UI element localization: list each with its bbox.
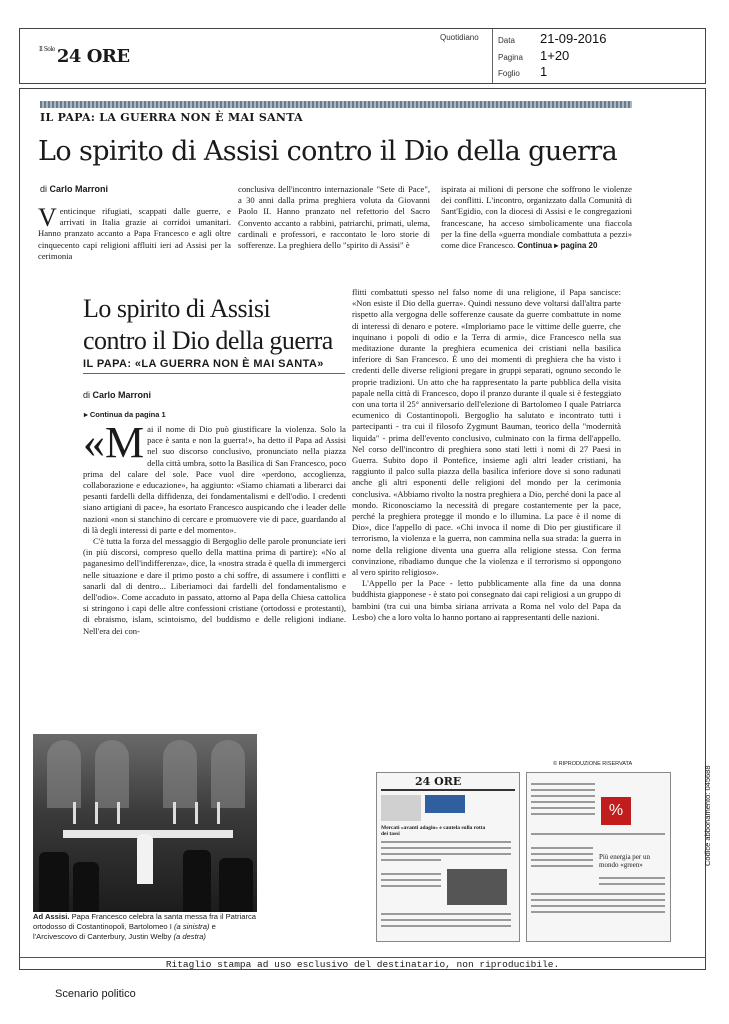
byline-prefix: di xyxy=(40,184,48,194)
thumb-text-line xyxy=(381,873,441,875)
percent-icon: % xyxy=(601,797,631,825)
thumb-logo: 24 ORE xyxy=(415,775,462,788)
front-headline: Lo spirito di Assisi contro il Dio della guerra xyxy=(38,136,618,167)
front-col3-text: ispirata ai milioni di persone che soffrono le violenze dei conflitti. L'incontro, organizzato dalla Comunità di Sant'Egidio, con la diocesi di Assisi e le congregazioni francescane, ha acceso simbolicamente una fiaccola per la fine della «guerra mondiale combattuta a pezzi» come dice Francesco. xyxy=(441,184,632,251)
inside-subhead: IL PAPA: «LA GUERRA NON È MAI SANTA» xyxy=(83,358,345,374)
thumb-text-line xyxy=(531,783,595,785)
thumb-text-line xyxy=(381,853,511,855)
header-divider xyxy=(492,29,493,83)
page-label: Pagina xyxy=(498,53,523,62)
thumb-text-line xyxy=(381,919,511,921)
front-column-3 xyxy=(441,184,632,251)
thumb-text-line xyxy=(531,853,593,855)
photo-candle xyxy=(95,802,98,824)
photo-figure xyxy=(39,852,69,912)
inside-page-thumbnail[interactable] xyxy=(526,772,671,942)
assisi-photo xyxy=(33,734,257,912)
inside-byline-prefix: di xyxy=(83,390,91,400)
inside-byline xyxy=(83,390,151,400)
inside-col2-para1: flitti combattuti spesso nel falso nome di una religione, il Papa sancisce: «Non esiste il Dio della guerra». Quindi nessuno deve voltarsi dall'altra parte rispetto alla vergogna delle sofferenze causate da guerre combattute in nome di interessi di denaro e potere. «Imploriamo pace le vittime delle guerre, che inquinano i popoli di odio e la Terra di armi», dice Francesco nella sua meditazione durante la preghiera ecumenica dei cristiani nella basilica inferiore di San Francesco. È uno dei momenti di preghiera che ha visto i credenti delle diverse religioni pregare in gruppi separati, ognuno secondo le proprie tradizioni. Un atto che ha rappresentato la parte pubblica della visita papale nella città di Francesco, dopo il pranzo durante il quale si è festeggiato con una torta il 25° anniversario dell'elezione di Bartolomeo I quale Patriarca ecumenico di Costantinopoli. Bergoglio ha salutato e incontrato tutti i partecipanti - tra cui il filosofo Zygmunt Bauman, teorico della "modernità liquida" - prima dell'evento conclusivo, culminato con la firma dell'appello. Nel corso dell'incontro di preghiera sono stati letti i nomi di 27 Paesi in Guerra. Subito dopo il Pontefice, insieme agli altri leader cristiani, ha raggiunto il palco sulla piazza della basilica inferiore dove si sono radunati anche gli altri esponenti delle religioni del mondo per la cerimonia conclusiva. «Abbiamo rivolto la nostra preghiera a Dio, perché doni la pace al mondo. Riconosciamo la necessità di pregare costantemente per la pace, perché la preghiera protegge il mondo e lo illumina. La pace è il nome di Dio», dice l'appello di pace. «Chi invoca il nome di Dio per giustificare il terrorismo, la violenza e la guerra, non cammina nella sua strada: la guerra in nome della religione diventa una guerra alla religione stessa. Con ferma convinzione, ribadiamo dunque che la violenza e il terrorismo si oppongono al vero spirito religioso». xyxy=(352,287,621,578)
caption-mid: e l'Arcivescovo di Canterbury, Justin Welby xyxy=(33,922,216,941)
front-page-thumbnail[interactable] xyxy=(376,772,520,942)
front-byline xyxy=(40,184,108,194)
thumb-text-line xyxy=(381,925,511,927)
photo-arch xyxy=(163,740,197,808)
inside-column-2 xyxy=(352,287,621,623)
photo-candle xyxy=(73,802,76,824)
newspaper-logo xyxy=(39,46,130,67)
thumb-text-line xyxy=(381,847,511,849)
thumb-text-line xyxy=(531,847,593,849)
caption-text: Papa Francesco celebra la santa messa fra il Patriarca ortodosso di Costantinopoli, Bartolomeo I xyxy=(33,912,257,931)
thumb-image xyxy=(381,795,421,821)
photo-caption xyxy=(33,912,257,942)
photo-candle xyxy=(173,802,176,824)
photo-arch xyxy=(47,740,81,808)
byline-author: Carlo Marroni xyxy=(49,184,109,194)
subscription-code xyxy=(703,765,712,866)
thumb-text-line xyxy=(381,913,511,915)
sheet-value: 1 xyxy=(540,64,548,79)
thumb-text-line xyxy=(531,795,595,797)
logo-prefix: Il Sole xyxy=(39,46,55,53)
photo-arch xyxy=(211,740,245,808)
thumb-rule xyxy=(381,789,515,791)
photo-pope-figure xyxy=(137,834,153,884)
caption-right-note: (a destra) xyxy=(173,932,206,941)
reproduction-notice: Ritaglio stampa ad uso esclusivo del destinatario, non riproducibile. xyxy=(19,957,706,971)
inside-byline-author: Carlo Marroni xyxy=(92,390,152,400)
inside-dropcap: «M xyxy=(83,418,145,467)
photo-figure xyxy=(183,850,211,912)
thumb-image xyxy=(447,869,507,905)
front-col1-text: enticinque rifugiati, scappati dalle guerre, e arrivati in Italia grazie ai corridoi umanitari. Hanno pranzato accanto a Papa Francesco e agli oltre cinquecento capi religioni affluiti ieri ad Assisi per la cerimonia xyxy=(38,206,231,261)
caption-bold: Ad Assisi. xyxy=(33,912,70,921)
thumb-inside-headline: Più energia per un mondo «green» xyxy=(599,853,650,869)
front-kicker: IL PAPA: LA GUERRA NON È MAI SANTA xyxy=(40,111,304,124)
section-label: Scenario politico xyxy=(55,988,136,1000)
inside-column-1 xyxy=(83,418,346,637)
photo-candle xyxy=(217,802,220,824)
thumb-text-line xyxy=(531,893,665,895)
inside-headline-line1: Lo spirito di Assisi xyxy=(83,294,271,323)
thumb-text-line xyxy=(531,899,665,901)
front-continue-link[interactable]: Continua ▸ pagina 20 xyxy=(517,241,598,251)
thumb-text-line xyxy=(599,877,665,879)
thumb-text-line xyxy=(531,813,595,815)
kicker-stripe xyxy=(40,101,632,108)
photo-figure xyxy=(73,862,99,912)
thumb-image xyxy=(425,795,465,813)
page-value: 1+20 xyxy=(540,48,570,63)
thumb-text-line xyxy=(381,885,441,887)
inside-headline-line2: contro il Dio della guerra xyxy=(83,326,333,355)
codice-label: Codice abbonamento: xyxy=(703,792,712,866)
photo-candle xyxy=(195,802,198,824)
thumb-text-line xyxy=(531,807,595,809)
date-label: Data xyxy=(498,36,515,45)
photo-figure xyxy=(219,858,253,912)
thumb-text-line xyxy=(531,859,593,861)
thumb-text-line xyxy=(531,833,665,835)
sheet-label: Foglio xyxy=(498,69,520,78)
inside-para2: C'è tutta la forza del messaggio di Bergoglio delle parole pronunciate ieri (in più discorsi, compreso quello della mattina prima di partire): «No al paganesimo dell'indifferenza», dice, la «nostra strada è quella di immergerci nelle situazione e dare il primo posto a chi soffre, di assumere i conflitti e sanarli dal di dentro... Liberiamoci dai fardelli del fondamentalismo e dell'odio». Come accaduto in passato, attorno al Papa della Chiesa cattolica si stringono i capi delle altre confessioni cristiane (ortodossi e protestanti), di ebraismo, islam, scintoismo, del buddismo e delle religioni indiane. Nell'era dei con- xyxy=(83,536,346,636)
front-col2-text: conclusiva dell'incontro internazionale "Sete di Pace", a 30 anni dalla prima preghiera voluta da Giovanni Paolo II. Hanno pranzato nel refettorio del Sacro Convento accanto a rabbini, patriarchi, primati, ulema, cardinali e professori, e raccontato le loro storie di sofferenze. La preghiera dello "spirito di Assisi" è xyxy=(238,184,430,251)
thumb-text-line xyxy=(599,883,665,885)
inside-para1: ai il nome di Dio può giustificare la violenza. Solo la pace è santa e non la guerra!», ha detto il Papa ad Assisi nel suo discorso conclusivo, pronunciato nella piazza della città umbra, sotto la Basilica di San Francesco, poco prima del calare del sole. Pace vuol dire «perdono, accoglienza, collaborazione e educazione», ha aggiunto: «Siamo chiamati a liberarci dai pesanti fardelli della diffidenza, dei fondamentalismi e dell'odio. I credenti siano artigiani di pace», ha esortato Francesco auspicando che i leader delle nazioni «non si stanchino di cercare e promuovere vie di pace, guardando al di là degli interessi di parte e del momento». xyxy=(83,424,346,535)
thumb-text-line xyxy=(531,801,595,803)
thumb-front-headline: Mercati «avanti adagio» e cautela sulla rotta dei tassi xyxy=(381,825,486,837)
rights-notice: © RIPRODUZIONE RISERVATA xyxy=(553,761,633,767)
codice-value: 045688 xyxy=(703,765,712,791)
caption-left-note: (a sinistra) xyxy=(174,922,210,931)
date-value: 21-09-2016 xyxy=(540,31,607,46)
inside-headline xyxy=(83,293,333,357)
continued-from-label: ▸ Continua da pagina 1 xyxy=(84,410,166,419)
thumb-text-line xyxy=(531,789,595,791)
inside-col2-para2: L'Appello per la Pace - letto pubblicamente alla fine da una donna buddhista giapponese - è stato poi consegnato dai capi religiosi a un gruppo di bambini (tra cui una bimba siriana arrivata a Roma nel volo del Papa da Lesbo) che a loro volta lo hanno portano ai rappresentanti delle nazioni. xyxy=(352,578,621,622)
photo-candle xyxy=(117,802,120,824)
type-label: Quotidiano xyxy=(440,33,479,42)
thumb-text-line xyxy=(381,859,441,861)
thumb-text-line xyxy=(531,865,593,867)
front-column-2 xyxy=(238,184,430,251)
thumb-text-line xyxy=(531,905,665,907)
photo-arch xyxy=(95,740,129,808)
thumb-text-line xyxy=(381,841,511,843)
thumb-text-line xyxy=(381,879,441,881)
logo-main: 24 ORE xyxy=(56,46,130,67)
thumb-text-line xyxy=(531,911,665,913)
front-dropcap: V xyxy=(38,203,57,232)
front-column-1 xyxy=(38,203,231,262)
